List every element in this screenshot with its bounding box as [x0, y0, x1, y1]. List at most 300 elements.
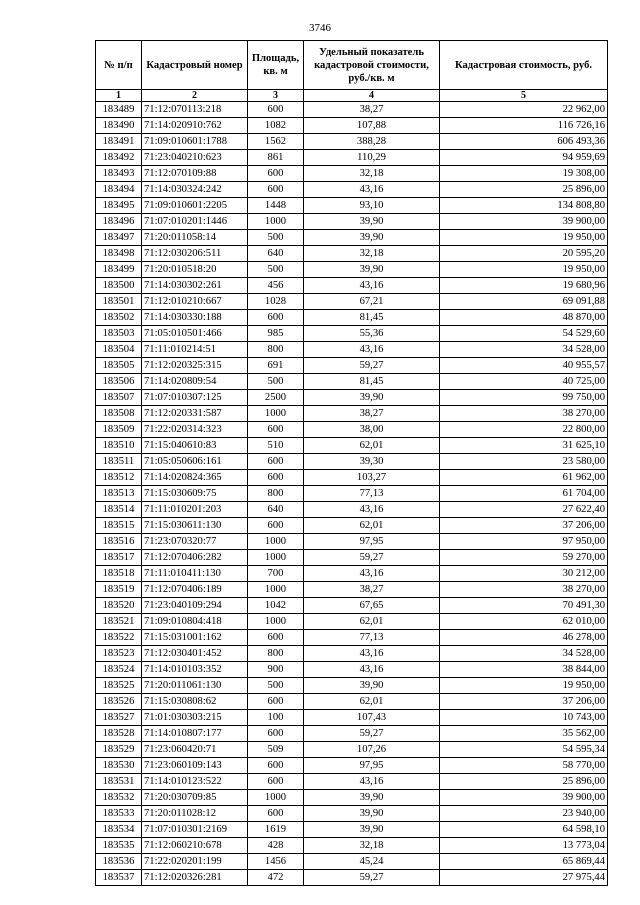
area-cell: 1000	[248, 406, 304, 422]
unit-rate-cell: 97,95	[304, 534, 440, 550]
row-number-cell: 183534	[96, 822, 142, 838]
area-cell: 700	[248, 566, 304, 582]
cadastral-value-cell: 22 800,00	[440, 422, 608, 438]
cadastral-number-cell: 71:07:010201:1446	[142, 214, 248, 230]
cadastral-number-cell: 71:11:010214:51	[142, 342, 248, 358]
cadastral-value-cell: 19 950,00	[440, 678, 608, 694]
area-cell: 1082	[248, 118, 304, 134]
cadastral-number-cell: 71:12:070406:189	[142, 582, 248, 598]
row-number-cell: 183532	[96, 790, 142, 806]
unit-rate-cell: 62,01	[304, 518, 440, 534]
cadastral-number-cell: 71:09:010601:1788	[142, 134, 248, 150]
cadastral-value-cell: 10 743,00	[440, 710, 608, 726]
header-cadastral-number: Кадастровый номер	[142, 41, 248, 90]
area-cell: 100	[248, 710, 304, 726]
cadastral-value-cell: 58 770,00	[440, 758, 608, 774]
cadastral-value-cell: 23 580,00	[440, 454, 608, 470]
unit-rate-cell: 81,45	[304, 310, 440, 326]
area-cell: 510	[248, 438, 304, 454]
cadastral-value-cell: 46 278,00	[440, 630, 608, 646]
cadastral-value-cell: 30 212,00	[440, 566, 608, 582]
area-cell: 1000	[248, 534, 304, 550]
cadastral-value-cell: 61 962,00	[440, 470, 608, 486]
unit-rate-cell: 39,90	[304, 678, 440, 694]
cadastral-number-cell: 71:14:030324:242	[142, 182, 248, 198]
area-cell: 500	[248, 678, 304, 694]
area-cell: 1000	[248, 550, 304, 566]
cadastral-number-cell: 71:12:020325:315	[142, 358, 248, 374]
cadastral-number-cell: 71:14:030330:188	[142, 310, 248, 326]
area-cell: 500	[248, 374, 304, 390]
cadastral-value-cell: 13 773,04	[440, 838, 608, 854]
column-index: 5	[440, 90, 608, 102]
cadastral-number-cell: 71:20:011058:14	[142, 230, 248, 246]
area-cell: 1000	[248, 614, 304, 630]
cadastral-value-cell: 19 680,96	[440, 278, 608, 294]
area-cell: 600	[248, 630, 304, 646]
row-number-cell: 183504	[96, 342, 142, 358]
unit-rate-cell: 103,27	[304, 470, 440, 486]
header-unit-rate: Удельный показатель кадастровой стоимости, руб./кв. м	[304, 41, 440, 90]
cadastral-value-cell: 34 528,00	[440, 646, 608, 662]
unit-rate-cell: 39,90	[304, 230, 440, 246]
unit-rate-cell: 59,27	[304, 550, 440, 566]
header-number: № п/п	[96, 41, 142, 90]
cadastral-number-cell: 71:22:020201:199	[142, 854, 248, 870]
cadastral-value-cell: 64 598,10	[440, 822, 608, 838]
unit-rate-cell: 38,27	[304, 102, 440, 118]
unit-rate-cell: 32,18	[304, 838, 440, 854]
row-number-cell: 183535	[96, 838, 142, 854]
area-cell: 985	[248, 326, 304, 342]
row-number-cell: 183518	[96, 566, 142, 582]
table-row	[96, 182, 608, 198]
unit-rate-cell: 38,00	[304, 422, 440, 438]
table-body	[96, 102, 608, 886]
unit-rate-cell: 39,90	[304, 822, 440, 838]
table-row	[96, 710, 608, 726]
header-area: Площадь, кв. м	[248, 41, 304, 90]
row-number-cell: 183500	[96, 278, 142, 294]
column-index: 3	[248, 90, 304, 102]
cadastral-number-cell: 71:23:070320:77	[142, 534, 248, 550]
cadastral-value-cell: 27 975,44	[440, 870, 608, 886]
unit-rate-cell: 39,90	[304, 262, 440, 278]
cadastral-value-cell: 54 529,60	[440, 326, 608, 342]
table-row	[96, 870, 608, 886]
area-cell: 600	[248, 102, 304, 118]
table-row	[96, 342, 608, 358]
area-cell: 600	[248, 454, 304, 470]
area-cell: 600	[248, 518, 304, 534]
cadastral-number-cell: 71:15:040610:83	[142, 438, 248, 454]
cadastral-value-cell: 38 844,00	[440, 662, 608, 678]
area-cell: 1448	[248, 198, 304, 214]
unit-rate-cell: 67,65	[304, 598, 440, 614]
row-number-cell: 183536	[96, 854, 142, 870]
cadastral-number-cell: 71:09:010601:2205	[142, 198, 248, 214]
cadastral-value-cell: 22 962,00	[440, 102, 608, 118]
row-number-cell: 183498	[96, 246, 142, 262]
cadastral-value-cell: 25 896,00	[440, 774, 608, 790]
table-row	[96, 550, 608, 566]
unit-rate-cell: 62,01	[304, 694, 440, 710]
unit-rate-cell: 81,45	[304, 374, 440, 390]
row-number-cell: 183506	[96, 374, 142, 390]
cadastral-value-cell: 31 625,10	[440, 438, 608, 454]
unit-rate-cell: 55,36	[304, 326, 440, 342]
table-row	[96, 774, 608, 790]
cadastral-number-cell: 71:15:030609:75	[142, 486, 248, 502]
area-cell: 600	[248, 758, 304, 774]
area-cell: 2500	[248, 390, 304, 406]
cadastral-value-cell: 40 725,00	[440, 374, 608, 390]
row-number-cell: 183510	[96, 438, 142, 454]
cadastral-number-cell: 71:07:010301:2169	[142, 822, 248, 838]
row-number-cell: 183495	[96, 198, 142, 214]
unit-rate-cell: 62,01	[304, 438, 440, 454]
table-row	[96, 662, 608, 678]
table-row	[96, 214, 608, 230]
cadastral-number-cell: 71:11:010201:203	[142, 502, 248, 518]
cadastral-number-cell: 71:14:010103:352	[142, 662, 248, 678]
table-row	[96, 230, 608, 246]
area-cell: 1456	[248, 854, 304, 870]
table-row	[96, 534, 608, 550]
unit-rate-cell: 39,90	[304, 806, 440, 822]
area-cell: 600	[248, 806, 304, 822]
table-row	[96, 854, 608, 870]
table-row	[96, 166, 608, 182]
column-index: 4	[304, 90, 440, 102]
row-number-cell: 183526	[96, 694, 142, 710]
table-row	[96, 278, 608, 294]
cadastral-number-cell: 71:12:060210:678	[142, 838, 248, 854]
cadastral-value-cell: 20 595,20	[440, 246, 608, 262]
unit-rate-cell: 107,26	[304, 742, 440, 758]
row-number-cell: 183491	[96, 134, 142, 150]
table-row	[96, 246, 608, 262]
cadastral-number-cell: 71:14:020824:365	[142, 470, 248, 486]
cadastral-number-cell: 71:14:020809:54	[142, 374, 248, 390]
row-number-cell: 183511	[96, 454, 142, 470]
unit-rate-cell: 388,28	[304, 134, 440, 150]
table-row	[96, 742, 608, 758]
unit-rate-cell: 97,95	[304, 758, 440, 774]
table-row	[96, 118, 608, 134]
column-index: 2	[142, 90, 248, 102]
cadastral-number-cell: 71:05:050606:161	[142, 454, 248, 470]
table-row	[96, 310, 608, 326]
unit-rate-cell: 39,90	[304, 390, 440, 406]
table-row	[96, 454, 608, 470]
row-number-cell: 183523	[96, 646, 142, 662]
cadastral-value-cell: 54 595,34	[440, 742, 608, 758]
cadastral-number-cell: 71:12:020326:281	[142, 870, 248, 886]
area-cell: 500	[248, 262, 304, 278]
area-cell: 1562	[248, 134, 304, 150]
table-row	[96, 262, 608, 278]
row-number-cell: 183527	[96, 710, 142, 726]
row-number-cell: 183492	[96, 150, 142, 166]
row-number-cell: 183490	[96, 118, 142, 134]
cadastral-value-cell: 19 308,00	[440, 166, 608, 182]
table-row	[96, 614, 608, 630]
row-number-cell: 183507	[96, 390, 142, 406]
unit-rate-cell: 38,27	[304, 406, 440, 422]
row-number-cell: 183537	[96, 870, 142, 886]
cadastral-value-cell: 19 950,00	[440, 262, 608, 278]
cadastral-value-cell: 99 750,00	[440, 390, 608, 406]
area-cell: 861	[248, 150, 304, 166]
area-cell: 640	[248, 502, 304, 518]
unit-rate-cell: 77,13	[304, 486, 440, 502]
cadastral-value-cell: 38 270,00	[440, 406, 608, 422]
cadastral-number-cell: 71:12:070113:218	[142, 102, 248, 118]
unit-rate-cell: 59,27	[304, 358, 440, 374]
area-cell: 600	[248, 470, 304, 486]
unit-rate-cell: 110,29	[304, 150, 440, 166]
row-number-cell: 183509	[96, 422, 142, 438]
cadastral-number-cell: 71:14:010807:177	[142, 726, 248, 742]
area-cell: 1619	[248, 822, 304, 838]
unit-rate-cell: 32,18	[304, 246, 440, 262]
row-number-cell: 183516	[96, 534, 142, 550]
cadastral-number-cell: 71:12:070406:282	[142, 550, 248, 566]
area-cell: 456	[248, 278, 304, 294]
unit-rate-cell: 43,16	[304, 502, 440, 518]
area-cell: 600	[248, 422, 304, 438]
area-cell: 600	[248, 774, 304, 790]
page-number: 3746	[309, 22, 331, 34]
table-row	[96, 422, 608, 438]
cadastral-number-cell: 71:15:030611:130	[142, 518, 248, 534]
table-row	[96, 390, 608, 406]
cadastral-number-cell: 71:12:070109:88	[142, 166, 248, 182]
table-row	[96, 822, 608, 838]
cadastral-number-cell: 71:12:010210:667	[142, 294, 248, 310]
cadastral-number-cell: 71:12:030401:452	[142, 646, 248, 662]
cadastral-value-cell: 40 955,57	[440, 358, 608, 374]
cadastral-number-cell: 71:14:030302:261	[142, 278, 248, 294]
cadastral-number-cell: 71:07:010307:125	[142, 390, 248, 406]
cadastral-value-cell: 134 808,80	[440, 198, 608, 214]
cadastral-number-cell: 71:15:030808:62	[142, 694, 248, 710]
table-row	[96, 326, 608, 342]
unit-rate-cell: 39,90	[304, 790, 440, 806]
table-row	[96, 566, 608, 582]
cadastral-value-cell: 69 091,88	[440, 294, 608, 310]
row-number-cell: 183513	[96, 486, 142, 502]
area-cell: 600	[248, 310, 304, 326]
cadastral-number-cell: 71:23:060109:143	[142, 758, 248, 774]
row-number-cell: 183499	[96, 262, 142, 278]
header-cadastral-value: Кадастровая стоимость, руб.	[440, 41, 608, 90]
cadastral-number-cell: 71:20:011061:130	[142, 678, 248, 694]
unit-rate-cell: 59,27	[304, 870, 440, 886]
row-number-cell: 183496	[96, 214, 142, 230]
cadastral-number-cell: 71:14:010123:522	[142, 774, 248, 790]
unit-rate-cell: 43,16	[304, 646, 440, 662]
cadastral-number-cell: 71:15:031001:162	[142, 630, 248, 646]
unit-rate-cell: 43,16	[304, 278, 440, 294]
area-cell: 472	[248, 870, 304, 886]
table-row	[96, 838, 608, 854]
area-cell: 800	[248, 646, 304, 662]
table-row	[96, 678, 608, 694]
area-cell: 600	[248, 166, 304, 182]
table-row	[96, 438, 608, 454]
cadastral-number-cell: 71:20:030709:85	[142, 790, 248, 806]
unit-rate-cell: 39,90	[304, 214, 440, 230]
row-number-cell: 183517	[96, 550, 142, 566]
row-number-cell: 183520	[96, 598, 142, 614]
unit-rate-cell: 43,16	[304, 774, 440, 790]
cadastral-value-cell: 97 950,00	[440, 534, 608, 550]
cadastral-value-cell: 35 562,00	[440, 726, 608, 742]
unit-rate-cell: 67,21	[304, 294, 440, 310]
cadastral-number-cell: 71:22:020314:323	[142, 422, 248, 438]
area-cell: 1028	[248, 294, 304, 310]
unit-rate-cell: 59,27	[304, 726, 440, 742]
cadastral-number-cell: 71:23:040109:294	[142, 598, 248, 614]
cadastral-number-cell: 71:20:011028:12	[142, 806, 248, 822]
table-row	[96, 150, 608, 166]
area-cell: 1000	[248, 582, 304, 598]
cadastral-value-cell: 48 870,00	[440, 310, 608, 326]
cadastral-value-cell: 59 270,00	[440, 550, 608, 566]
row-number-cell: 183522	[96, 630, 142, 646]
area-cell: 1042	[248, 598, 304, 614]
unit-rate-cell: 43,16	[304, 566, 440, 582]
unit-rate-cell: 39,30	[304, 454, 440, 470]
area-cell: 900	[248, 662, 304, 678]
unit-rate-cell: 43,16	[304, 662, 440, 678]
unit-rate-cell: 45,24	[304, 854, 440, 870]
table-row	[96, 198, 608, 214]
table-row	[96, 134, 608, 150]
row-number-cell: 183524	[96, 662, 142, 678]
area-cell: 800	[248, 342, 304, 358]
cadastral-number-cell: 71:23:040210:623	[142, 150, 248, 166]
area-cell: 691	[248, 358, 304, 374]
cadastral-value-cell: 38 270,00	[440, 582, 608, 598]
row-number-cell: 183508	[96, 406, 142, 422]
cadastral-value-cell: 39 900,00	[440, 214, 608, 230]
unit-rate-cell: 38,27	[304, 582, 440, 598]
cadastral-value-cell: 65 869,44	[440, 854, 608, 870]
cadastral-value-cell: 37 206,00	[440, 694, 608, 710]
cadastral-number-cell: 71:09:010804:418	[142, 614, 248, 630]
cadastral-value-cell: 34 528,00	[440, 342, 608, 358]
cadastre-table	[95, 40, 608, 886]
unit-rate-cell: 32,18	[304, 166, 440, 182]
row-number-cell: 183529	[96, 742, 142, 758]
cadastral-value-cell: 27 622,40	[440, 502, 608, 518]
cadastral-number-cell: 71:01:030303:215	[142, 710, 248, 726]
table-row	[96, 470, 608, 486]
row-number-cell: 183501	[96, 294, 142, 310]
row-number-cell: 183530	[96, 758, 142, 774]
cadastral-value-cell: 37 206,00	[440, 518, 608, 534]
row-number-cell: 183493	[96, 166, 142, 182]
row-number-cell: 183519	[96, 582, 142, 598]
table-row	[96, 582, 608, 598]
cadastral-value-cell: 25 896,00	[440, 182, 608, 198]
row-number-cell: 183533	[96, 806, 142, 822]
cadastral-value-cell: 116 726,16	[440, 118, 608, 134]
cadastral-value-cell: 23 940,00	[440, 806, 608, 822]
area-cell: 509	[248, 742, 304, 758]
cadastral-number-cell: 71:12:020331:587	[142, 406, 248, 422]
area-cell: 500	[248, 230, 304, 246]
cadastral-value-cell: 19 950,00	[440, 230, 608, 246]
row-number-cell: 183497	[96, 230, 142, 246]
cadastral-value-cell: 39 900,00	[440, 790, 608, 806]
cadastral-value-cell: 606 493,36	[440, 134, 608, 150]
table-row	[96, 406, 608, 422]
cadastral-value-cell: 70 491,30	[440, 598, 608, 614]
table-row	[96, 806, 608, 822]
unit-rate-cell: 77,13	[304, 630, 440, 646]
table-row	[96, 790, 608, 806]
row-number-cell: 183503	[96, 326, 142, 342]
table-row	[96, 358, 608, 374]
row-number-cell: 183505	[96, 358, 142, 374]
cadastral-number-cell: 71:23:060420:71	[142, 742, 248, 758]
unit-rate-cell: 107,88	[304, 118, 440, 134]
unit-rate-cell: 107,43	[304, 710, 440, 726]
cadastral-number-cell: 71:14:020910:762	[142, 118, 248, 134]
table-row	[96, 486, 608, 502]
table-row	[96, 646, 608, 662]
unit-rate-cell: 62,01	[304, 614, 440, 630]
area-cell: 800	[248, 486, 304, 502]
area-cell: 600	[248, 182, 304, 198]
cadastral-value-cell: 62 010,00	[440, 614, 608, 630]
table-row	[96, 374, 608, 390]
row-number-cell: 183502	[96, 310, 142, 326]
cadastral-number-cell: 71:12:030206:511	[142, 246, 248, 262]
cadastral-number-cell: 71:20:010518:20	[142, 262, 248, 278]
row-number-cell: 183514	[96, 502, 142, 518]
area-cell: 600	[248, 694, 304, 710]
unit-rate-cell: 43,16	[304, 342, 440, 358]
area-cell: 1000	[248, 790, 304, 806]
header-row	[96, 41, 608, 90]
row-number-cell: 183494	[96, 182, 142, 198]
table-row	[96, 294, 608, 310]
table-row	[96, 630, 608, 646]
cadastral-number-cell: 71:05:010501:466	[142, 326, 248, 342]
table-row	[96, 598, 608, 614]
area-cell: 428	[248, 838, 304, 854]
table-row	[96, 758, 608, 774]
cadastral-value-cell: 94 959,69	[440, 150, 608, 166]
row-number-cell: 183512	[96, 470, 142, 486]
area-cell: 640	[248, 246, 304, 262]
row-number-cell: 183531	[96, 774, 142, 790]
row-number-cell: 183521	[96, 614, 142, 630]
row-number-cell: 183515	[96, 518, 142, 534]
area-cell: 600	[248, 726, 304, 742]
unit-rate-cell: 93,10	[304, 198, 440, 214]
area-cell: 1000	[248, 214, 304, 230]
row-number-cell: 183528	[96, 726, 142, 742]
table-row	[96, 694, 608, 710]
table-row	[96, 726, 608, 742]
row-number-cell: 183525	[96, 678, 142, 694]
